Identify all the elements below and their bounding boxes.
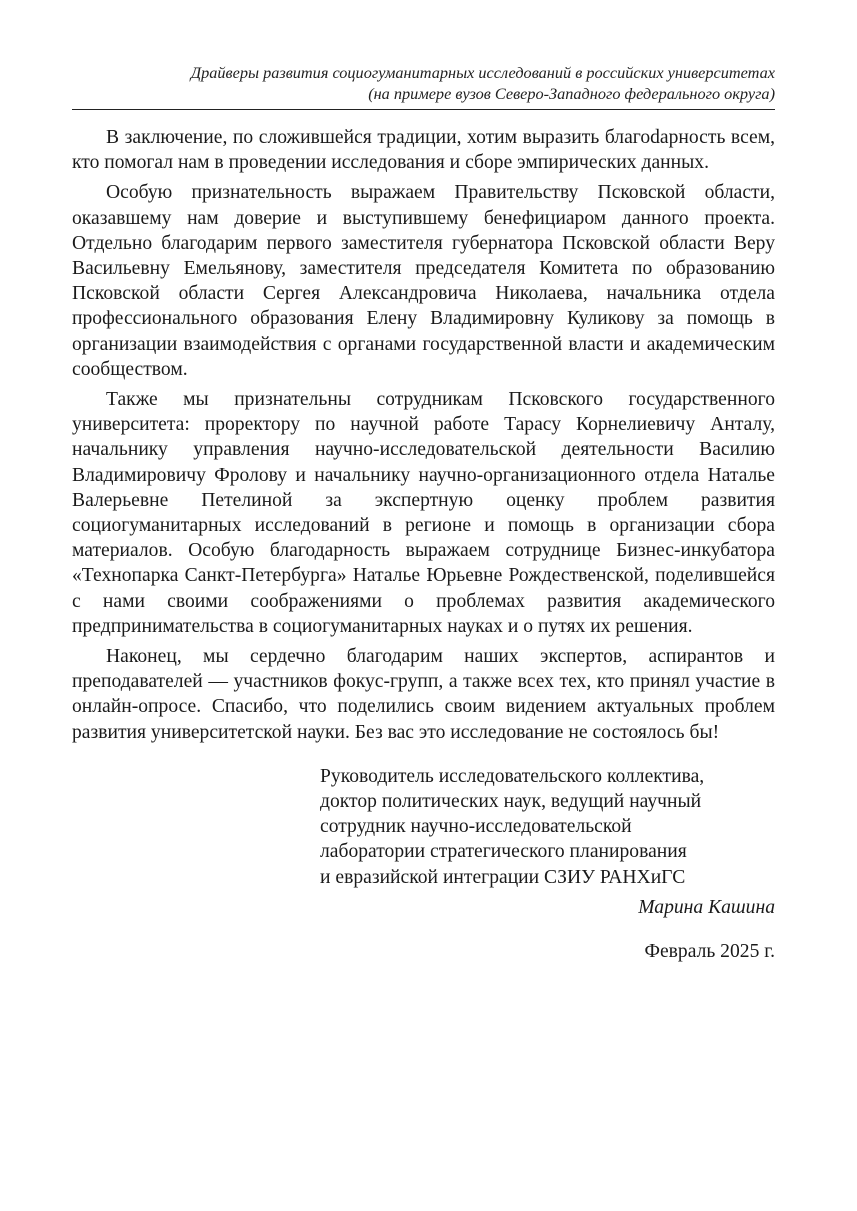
paragraph: В заключение, по сложившейся традиции, хотим выразить благоdарность всем, кто помогал нам в проведении исследования и сборе эмпирических данных. <box>72 127 775 174</box>
running-header-line-1: Драйверы развития социогуманитарных исследований в российских университетах <box>190 63 775 82</box>
paragraph: Наконец, мы сердечно благодарим наших экспертов, аспирантов и преподавателей — участников фокус-групп, а также всех тех, кто принял участие в онлайн-опросе. Спасибо, что поделились своим видением актуальных проблем развития университетской науки. Без вас это исследование не состоялось бы! <box>72 646 775 743</box>
paragraph: Также мы признательны сотрудникам Псковского государственного университета: проректору по научной работе Тарасу Корнелиевичу Анталу, начальнику управления научно-исследовательской деятельности Василию Владимировичу Фролову и начальнику научно-организационного отдела Наталье Валерьевне Петелиной за экспертную оценку проблем развития социогуманитарных исследований в регионе и помощь в организации сбора материалов. Особую благодарность выражаем сотруднице Бизнес-инкубатора «Технопарка Санкт-Петербурга» Наталье Юрьевне Рождественской, поделившейся с нами своими соображениями о проблемах развития академического предпринимательства в социогуманитарных науках и о путях их решения. <box>72 389 775 637</box>
running-header <box>72 62 775 104</box>
date-line: Февраль 2025 г. <box>644 941 775 963</box>
signature-line: сотрудник научно-исследовательской <box>320 816 632 838</box>
acknowledgements-body <box>72 125 775 745</box>
header-rule <box>72 109 775 110</box>
signature-line: лаборатории стратегического планирования <box>320 841 687 863</box>
document-page <box>72 0 775 964</box>
signature-line: доктор политических наук, ведущий научный <box>320 791 702 813</box>
author-name: Марина Кашина <box>638 896 775 918</box>
signature-block <box>320 764 775 890</box>
signature-line: Руководитель исследовательского коллектива, <box>320 765 705 787</box>
running-header-line-2: (на примере вузов Северо-Западного федерального округа) <box>368 84 775 103</box>
signature-line: и евразийской интеграции СЗИУ РАНХиГС <box>320 866 686 888</box>
paragraph: Особую признательность выражаем Правительству Псковской области, оказавшему нам доверие и выступившему бенефициаром данного проекта. Отдельно благодарим первого заместителя губернатора Псковской области Веру Васильевну Емельянову, заместителя председателя Комитета по образованию Псковской области Сергея Александровича Николаева, начальника отдела профессионального образования Елену Владимировну Куликову за помощь в организации взаимодействия с органами государственной власти и академическим сообществом. <box>72 182 775 380</box>
